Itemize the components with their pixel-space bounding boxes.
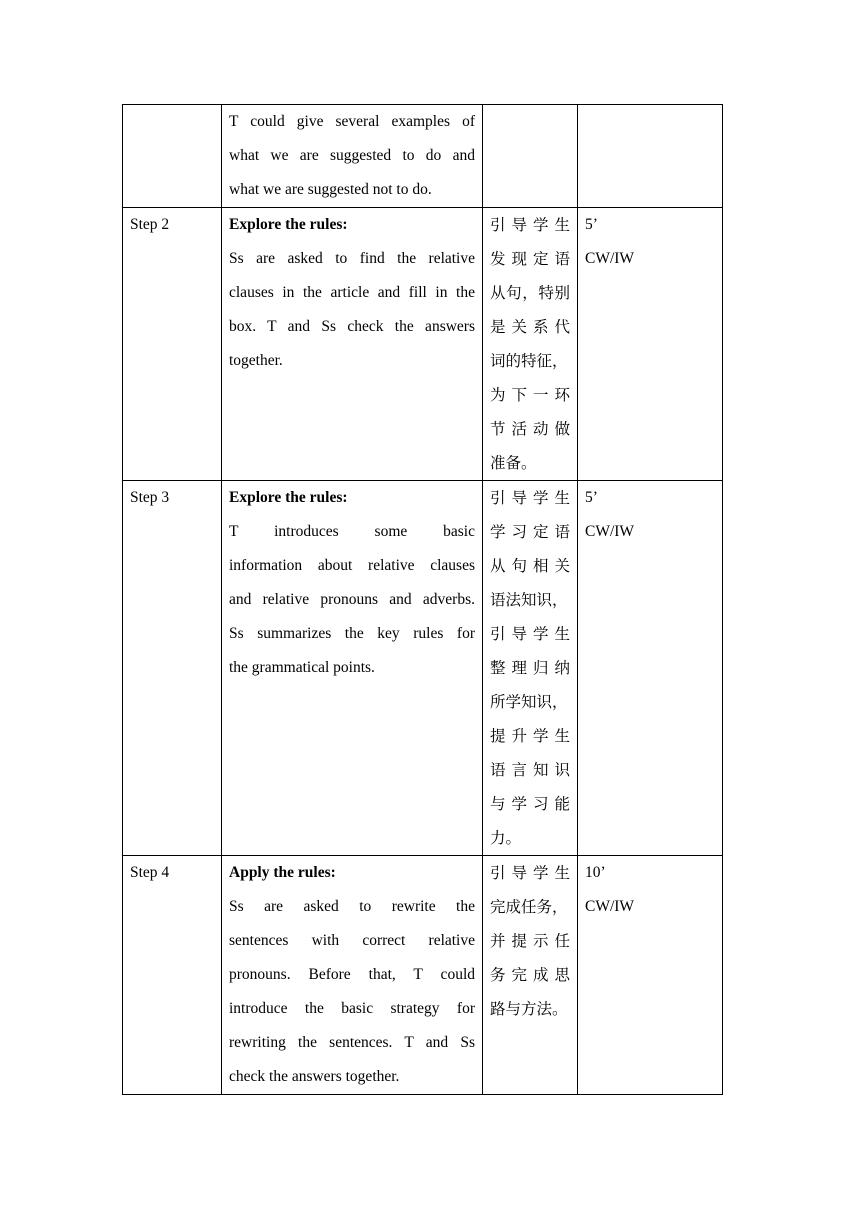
purpose-cell	[483, 856, 578, 1095]
activity-line: and relative pronouns and adverbs.	[229, 591, 475, 608]
step-cell	[123, 208, 222, 481]
step-label: Step 3	[130, 489, 170, 506]
purpose-line: 完成任务，	[490, 898, 568, 916]
purpose-line: 路与方法。	[490, 1000, 568, 1018]
activity-line: check the answers together.	[229, 1068, 400, 1085]
step-cell	[123, 105, 222, 208]
purpose-line: 从句相关	[490, 557, 570, 575]
purpose-line: 所学知识，	[490, 693, 568, 711]
purpose-line: 学习定语	[490, 523, 570, 541]
purpose-cell	[483, 481, 578, 856]
table-row	[123, 105, 723, 208]
activity-line: T introduces some basic	[229, 523, 475, 540]
activity-line: sentences with correct relative	[229, 932, 475, 949]
purpose-line: 节活动做	[490, 420, 570, 438]
activity-title: Explore the rules:	[229, 216, 348, 233]
purpose-line: 力。	[490, 829, 522, 847]
table-row	[123, 856, 723, 1095]
activity-line: introduce the basic strategy for	[229, 1000, 475, 1017]
activity-line: clauses in the article and fill in the	[229, 284, 475, 301]
purpose-cell	[483, 105, 578, 208]
activity-cell	[222, 105, 483, 208]
step-cell	[123, 856, 222, 1095]
activity-title: Apply the rules:	[229, 864, 336, 881]
activity-line: Ss are asked to rewrite the	[229, 898, 475, 915]
purpose-line: 发现定语	[490, 250, 570, 268]
activity-line: together.	[229, 352, 283, 369]
purpose-line: 引导学生	[490, 864, 570, 882]
mode-value: CW/IW	[585, 898, 635, 915]
activity-line: what we are suggested to do and	[229, 147, 475, 164]
purpose-line: 引导学生	[490, 216, 570, 234]
time-value: 10’	[585, 864, 606, 881]
mode-value: CW/IW	[585, 523, 635, 540]
activity-line: pronouns. Before that, T could	[229, 966, 475, 983]
step-label: Step 2	[130, 216, 170, 233]
step-label: Step 4	[130, 864, 170, 881]
time-mode-cell	[578, 481, 723, 856]
purpose-line: 整理归纳	[490, 659, 570, 677]
activity-line: Ss are asked to find the relative	[229, 250, 475, 267]
activity-title: Explore the rules:	[229, 489, 348, 506]
mode-value: CW/IW	[585, 250, 635, 267]
purpose-line: 引导学生	[490, 625, 570, 643]
purpose-line: 为下一环	[490, 386, 570, 404]
purpose-line: 是关系代	[490, 318, 570, 336]
purpose-line: 并提示任	[490, 932, 570, 950]
time-mode-cell	[578, 105, 723, 208]
activity-line: T could give several examples of	[229, 113, 475, 130]
time-value: 5’	[585, 489, 598, 506]
purpose-line: 语言知识	[490, 761, 570, 779]
purpose-line: 语法知识，	[490, 591, 568, 609]
activity-line: box. T and Ss check the answers	[229, 318, 475, 335]
purpose-line: 引导学生	[490, 489, 570, 507]
purpose-line: 提升学生	[490, 727, 570, 745]
purpose-line: 准备。	[490, 454, 537, 472]
activity-line: what we are suggested not to do.	[229, 181, 432, 198]
activity-line: Ss summarizes the key rules for	[229, 625, 475, 642]
activity-line: rewriting the sentences. T and Ss	[229, 1034, 475, 1051]
time-mode-cell	[578, 208, 723, 481]
activity-cell	[222, 208, 483, 481]
purpose-line: 务完成思	[490, 966, 570, 984]
activity-line: the grammatical points.	[229, 659, 375, 676]
time-value: 5’	[585, 216, 598, 233]
table-row	[123, 481, 723, 856]
purpose-line: 从句，特别	[490, 284, 570, 302]
activity-cell	[222, 856, 483, 1095]
purpose-line: 词的特征，	[490, 352, 568, 370]
purpose-line: 与学习能	[490, 795, 570, 813]
table-row	[123, 208, 723, 481]
purpose-cell	[483, 208, 578, 481]
activity-cell	[222, 481, 483, 856]
time-mode-cell	[578, 856, 723, 1095]
step-cell	[123, 481, 222, 856]
activity-line: information about relative clauses	[229, 557, 475, 574]
lesson-plan-table	[122, 104, 723, 1095]
